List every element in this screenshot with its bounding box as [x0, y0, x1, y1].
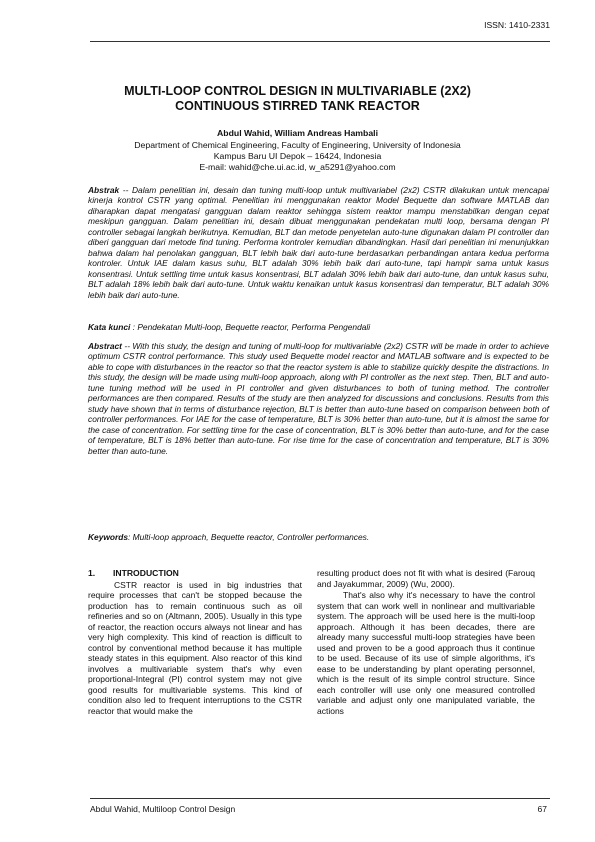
abstrak-label: Abstrak	[88, 185, 120, 195]
keywords-label: Keywords	[88, 532, 129, 542]
intro-right-column	[317, 568, 535, 716]
section-heading	[88, 568, 302, 579]
abstrak-paragraph	[88, 185, 549, 300]
authors: Abdul Wahid, William Andreas Hambali	[217, 128, 378, 138]
intro-paragraph-1	[88, 580, 302, 717]
paper-title	[60, 84, 535, 114]
intro-left-column	[88, 568, 302, 716]
affiliation-email: E-mail: wahid@che.ui.ac.id, w_a5291@yahoo.com	[199, 162, 396, 172]
title-line-2: CONTINUOUS STIRRED TANK REACTOR	[175, 99, 420, 113]
affiliation-address: Kampus Baru UI Depok – 16424, Indonesia	[213, 151, 382, 161]
issn-label: ISSN: 1410-2331	[484, 20, 550, 30]
section-number: 1.	[88, 568, 96, 578]
keywords-paragraph	[88, 532, 549, 542]
intro-paragraph-1-cont: resulting product does not fit with what is desired (Farouq and Jayakummar, 2009) (Wu, 2000).	[317, 568, 535, 589]
abstract-label: Abstract	[88, 341, 122, 351]
intro-text-right: That's also why it's necessary to have the control system that can work well in nonlinear and multivariable system. The approach will be used here is the multi-loop approach. Although it has been decades, there are already many successful multi-loop strategies have been used and proven to be a good approach thus it continue to be used. Because of its use of simple algorithms, it's ease to be understanding by plant operating personnel, which is the result of its simple control structure. Since each controller will use only one measured controlled variable and adjust only one manipulated variable, the actions	[317, 590, 535, 716]
abstrak-text: -- Dalam penelitian ini, desain dan tuning multi-loop untuk multivariabel (2x2) CSTR dilakukan untuk mencapai kinerja kontrol CSTR yang optimal. Penelitian ini menggunakan reaktor Model Bequette dan software MATLAB dan diharapkan dapat mengatasi gangguan dalam reaktor sehingga sistem reaktor mampu menstabilkan dengan cepat meskipun gangguan. Dalam penelitian ini, desain dibuat menggunakan pendekatan multi loop, bersama dengan PI controller sebagai langkah berikutnya. Kemudian, BLT dan metode penyetelan auto-tune digunakan dalam PI controller dan diberi gangguan dari metode find tuning. Performa kontroler kemudian dibandingkan. Hasil dari penelitian ini menunjukkan bahwa dalam hal penolakan gangguan, BLT lebih baik dari auto-tune berdasarkan perbandingan antara kedua performa kontroler. Untuk IAE dalam kasus suhu, BLT adalah 30% lebih baik dari auto-tune, tapi hampir sama untuk kasus konsentrasi. Untuk settling time untuk kasus konsentrasi, BLT adalah 30% lebih baik dari auto-tune, dan untuk kasus suhu, BLT adalah 18% lebih baik dari auto-tune. Untuk waktu kenaikan untuk kasus konsentrasi dan temperatur, BLT adalah 30% lebih baik dari auto-tune.	[88, 185, 549, 300]
title-line-1: MULTI-LOOP CONTROL DESIGN IN MULTIVARIABLE (2X2)	[124, 84, 471, 98]
header-rule	[90, 41, 550, 42]
kata-kunci-label: Kata kunci	[88, 322, 131, 332]
intro-text-left: CSTR reactor is used in big industries that require processes that can't be stopped because the production has to remain continuous such as oil refineries and so on (Altmann, 2005). Usually in this type of reactor, the reaction occurs always not linear and has very high complexity. This kind of reaction is difficult to control by conventional method because it has multiple steady states in this equipment. Also reactor of this kind involves a multivariable system that's why even proportional-Integral (PI) control system may not give good results for multivariable systems. This kind of condition also led to frequent interruptions to the CSTR reactor that would make the	[88, 579, 302, 716]
page-number: 67	[537, 804, 547, 814]
intro-paragraph-2	[317, 590, 535, 716]
abstract-paragraph	[88, 341, 549, 456]
footer-rule	[90, 798, 550, 799]
footer-running-title: Abdul Wahid, Multiloop Control Design	[90, 804, 236, 814]
abstract-text: -- With this study, the design and tuning of multi-loop for multivariable (2x2) CSTR will be made in order to achieve optimum CSTR control performance. This study used Bequette model reactor and MATLAB software and is expected to be able to cope with disturbances in the reactor so that the reactor system is able to stabilize quickly despite the distractions. In this study, the design will be made using multi-loop approach, along with PI controller as the next step. Then, BLT and auto-tune tuning method will be used in PI controller and given disturbances to both of tuning method. The controller performances are then compared. Results of the study are then analyzed for discussions and conclusions. Results from this study have shown that in terms of disturbance rejection, BLT is better than auto-tune based on comparison between both of controller performances. For IAE for the case of temperature, BLT is 30% better than auto-tune, but it is almost the same for the case of concentration. For settling time for the case of concentration, BLT is 30% better than auto-tune, and for the case of temperature, BLT is 18% better than auto-tune. For rise time for the case of concentration and temperature, BLT is 30% better than auto-tune.	[88, 341, 549, 456]
affiliation-department: Department of Chemical Engineering, Faculty of Engineering, University of Indonesia	[134, 140, 461, 150]
kata-kunci-text: : Pendekatan Multi-loop, Bequette reactor, Performa Pengendali	[130, 322, 371, 332]
keywords-text: : Multi-loop approach, Bequette reactor, Controller performances.	[128, 532, 370, 542]
kata-kunci-paragraph	[88, 322, 549, 332]
section-title: INTRODUCTION	[113, 568, 179, 578]
